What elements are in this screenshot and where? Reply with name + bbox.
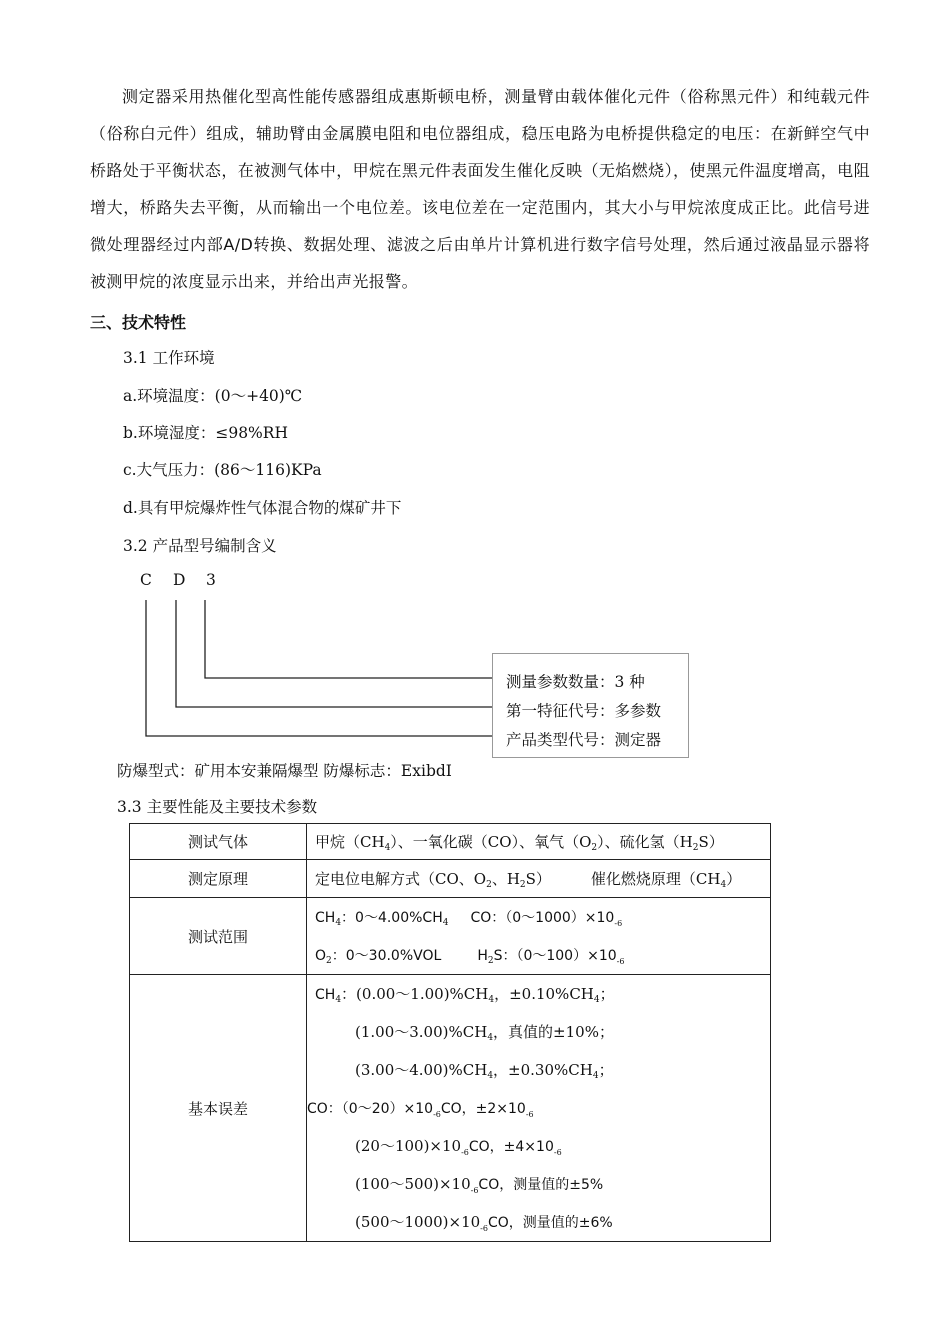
sub: 4 xyxy=(593,995,600,1005)
meaning-product-type: 产品类型代号：测定器 xyxy=(506,731,662,749)
gas-text: ）、硫化氢（H xyxy=(597,832,693,851)
error-text: ，真值的±10%； xyxy=(493,1023,614,1041)
exp: -6 xyxy=(433,1110,441,1119)
table-row xyxy=(130,975,771,1242)
sub: 2 xyxy=(326,956,332,966)
value-principle xyxy=(307,860,771,898)
principle-text: 定电位电解方式（CO、O xyxy=(315,869,487,888)
meaning-param-count: 测量参数数量：3 种 xyxy=(506,673,645,691)
connector-c xyxy=(146,600,492,736)
label-range: 测试范围 xyxy=(130,898,307,975)
section-3-1-heading: 3.1 工作环境 xyxy=(123,349,215,367)
error-text: (500～1000)×10 xyxy=(355,1213,481,1231)
error-text: CH xyxy=(315,987,336,1003)
exp: -6 xyxy=(614,919,623,928)
label-error: 基本误差 xyxy=(130,975,307,1242)
error-text: CO，测量值的±5% xyxy=(478,1177,604,1193)
range-line-2 xyxy=(315,936,770,974)
error-line-1 xyxy=(315,975,770,1013)
error-line-7 xyxy=(315,1203,770,1241)
gas-text: ）、一氧化碳（CO）、氧气（O xyxy=(390,832,592,851)
explosion-proof-line: 防爆型式：矿用本安兼隔爆型 防爆标志：ExibdI xyxy=(117,762,452,780)
principle-text: ） xyxy=(726,869,742,888)
range-text: O xyxy=(315,948,327,964)
error-line-5 xyxy=(315,1127,770,1165)
sub: 4 xyxy=(442,918,449,928)
sub: 2 xyxy=(591,842,598,853)
principle-text: S） xyxy=(525,869,551,888)
table-row xyxy=(130,824,771,860)
principle-text: 催化燃烧原理（CH xyxy=(590,869,721,888)
sub: 2 xyxy=(692,842,699,853)
meaning-feature-code: 第一特征代号：多参数 xyxy=(506,702,662,720)
principle-text: 、H xyxy=(491,869,520,888)
sub: 2 xyxy=(486,879,492,890)
label-test-gas: 测试气体 xyxy=(130,824,307,860)
range-text: CH xyxy=(315,910,336,926)
section-3-heading: 三、技术特性 xyxy=(90,313,187,332)
section-3-3-heading: 3.3 主要性能及主要技术参数 xyxy=(117,798,318,816)
exp: -6 xyxy=(480,1224,488,1233)
error-text: ； xyxy=(599,985,615,1003)
exp: -6 xyxy=(525,1110,534,1119)
sub: 4 xyxy=(335,918,342,928)
sub: 4 xyxy=(487,1033,494,1043)
exp: -6 xyxy=(470,1186,479,1195)
error-text: (20～100)×10 xyxy=(355,1137,462,1155)
error-text: ； xyxy=(598,1061,614,1079)
error-text: CO：（0～20）×10 xyxy=(307,1101,434,1117)
env-pressure: c.大气压力：(86～116)KPa xyxy=(123,461,322,479)
error-text: (3.00～4.00)%CH xyxy=(355,1061,488,1079)
error-text: ，±0.10%CH xyxy=(494,985,594,1003)
error-line-4 xyxy=(307,1089,770,1127)
range-text: ：0～30.0%VOL xyxy=(331,948,442,964)
error-text: CO，±2×10 xyxy=(440,1101,526,1117)
exp: -6 xyxy=(461,1148,469,1157)
value-error xyxy=(307,975,771,1242)
error-line-3 xyxy=(315,1051,770,1089)
table-row xyxy=(130,898,771,975)
env-location: d.具有甲烷爆炸性气体混合物的煤矿井下 xyxy=(123,499,402,517)
error-text: ，±0.30%CH xyxy=(493,1061,593,1079)
error-text: CO，测量值的±6% xyxy=(487,1215,613,1231)
error-line-2 xyxy=(315,1013,770,1051)
exp: -6 xyxy=(553,1148,562,1157)
range-text: ：0～4.00%CH xyxy=(341,910,443,926)
sub: 4 xyxy=(592,1071,599,1081)
error-text: ：(0.00～1.00)%CH xyxy=(341,985,489,1003)
error-line-6 xyxy=(315,1165,770,1203)
env-humidity: b.环境湿度：≤98%RH xyxy=(123,424,288,442)
error-text: CO，±4×10 xyxy=(468,1139,554,1155)
gas-text: 甲烷（CH xyxy=(315,832,385,851)
sub: 2 xyxy=(519,879,526,890)
intro-paragraph: 测定器采用热催化型高性能传感器组成惠斯顿电桥，测量臂由载体催化元件（俗称黑元件）和纯载元件（俗称白元件）组成，辅助臂由金属膜电阻和电位器组成，稳压电路为电桥提供稳定的电压：在新鲜空气中桥路处于平衡状态，在被测气体中，甲烷在黑元件表面发生催化反映（无焰燃烧），使黑元件温度增高，电阻增大，桥路失去平衡，从而输出一个电位差。该电位差在一定范围内，其大小与甲烷浓度成正比。此信号进微处理器经过内部A/D转换、数据处理、滤波之后由单片计算机进行数字信号处理，然后通过液晶显示器将被测甲烷的浓度显示出来，并给出声光报警。 xyxy=(90,87,870,291)
exp: -6 xyxy=(616,957,625,966)
sub: 4 xyxy=(487,1071,494,1081)
model-code-d: D xyxy=(173,571,186,589)
gas-text: S） xyxy=(698,832,724,851)
value-test-gas xyxy=(307,824,771,860)
connector-3 xyxy=(205,600,492,678)
range-text: CO：（0～1000）×10 xyxy=(470,910,615,926)
spec-table xyxy=(129,823,771,1242)
label-principle: 测定原理 xyxy=(130,860,307,898)
range-text: H xyxy=(477,948,488,964)
sub: 4 xyxy=(488,995,495,1005)
value-range xyxy=(307,898,771,975)
model-code-c: C xyxy=(140,571,152,589)
sub: 4 xyxy=(720,879,727,890)
sub: 2 xyxy=(487,956,494,966)
sub: 4 xyxy=(335,995,342,1005)
error-text: (1.00～3.00)%CH xyxy=(355,1023,488,1041)
range-line-1 xyxy=(315,898,770,936)
error-text: (100～500)×10 xyxy=(355,1175,471,1193)
section-3-2-heading: 3.2 产品型号编制含义 xyxy=(123,537,277,555)
connector-d xyxy=(176,600,492,707)
env-temperature: a.环境温度：(0～+40)℃ xyxy=(123,387,303,405)
table-row xyxy=(130,860,771,898)
range-text: S：（0～100）×10 xyxy=(493,948,617,964)
model-code-3: 3 xyxy=(206,571,216,589)
sub: 4 xyxy=(384,842,391,853)
